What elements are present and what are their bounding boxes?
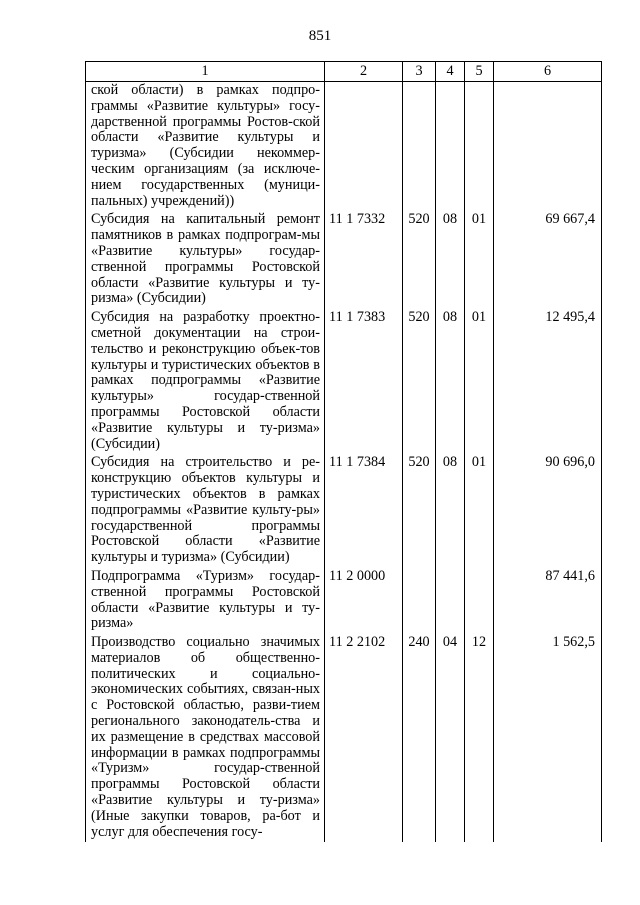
row-amount: 90 696,0 [494,454,602,568]
table-body [86,82,602,843]
row-name: Производство социально значимых материалов об общественно-политических и социально-экономических событиях, связан-ных с Ростовской областью, разви-тием регионального законодатель-ства и их размещение в средствах массовой информации в рамках подпрограммы «Туризм» государ-ственной программы Ростовской области «Развитие культуры и ту-ризма» (Иные закупки товаров, ра-бот и услуг для обеспечения госу- [86,634,325,842]
row-col-3 [403,82,436,212]
budget-table [85,61,602,842]
header-row [86,62,602,82]
row-amount: 1 562,5 [494,634,602,842]
header-col-5: 5 [465,62,494,82]
row-col-5: 01 [465,454,494,568]
row-amount: 69 667,4 [494,211,602,309]
header-col-3: 3 [403,62,436,82]
row-name: Субсидия на капитальный ремонт памятников в рамках подпрограм-мы «Развитие культуры» государ-ственной программы Ростовской области «Развитие культуры и ту-ризма» (Субсидии) [86,211,325,309]
header-col-1: 1 [86,62,325,82]
header-col-6: 6 [494,62,602,82]
row-amount [494,82,602,212]
row-code: 11 2 0000 [325,568,403,634]
row-col-5: 01 [465,309,494,454]
table-row [86,634,602,842]
header-col-4: 4 [436,62,465,82]
table-row [86,309,602,454]
row-amount: 87 441,6 [494,568,602,634]
table-row [86,211,602,309]
row-col-4: 04 [436,634,465,842]
table-row [86,454,602,568]
row-name: Субсидия на строительство и ре-конструкцию объектов культуры и туристических объектов в рамках подпрограммы «Развитие культу-ры» государственной программы Ростовской области «Развитие культуры и туризма» (Субсидии) [86,454,325,568]
row-col-4: 08 [436,309,465,454]
row-col-3: 240 [403,634,436,842]
row-col-4 [436,82,465,212]
row-col-4: 08 [436,454,465,568]
table-row [86,82,602,212]
row-col-5: 01 [465,211,494,309]
row-col-5 [465,82,494,212]
header-col-2: 2 [325,62,403,82]
row-col-4: 08 [436,211,465,309]
row-amount: 12 495,4 [494,309,602,454]
row-name: Субсидия на разработку проектно-сметной документации на строи-тельство и реконструкцию объек-тов культуры и туристических объектов в рамках подпрограммы «Развитие культуры» государ-ственной программы Ростовской области «Развитие культуры и ту-ризма» (Субсидии) [86,309,325,454]
row-col-3: 520 [403,211,436,309]
row-code [325,82,403,212]
row-name: Подпрограмма «Туризм» государ-ственной программы Ростовской области «Развитие культуры и ту-ризма» [86,568,325,634]
page-number: 851 [308,28,332,44]
row-col-3: 520 [403,309,436,454]
row-col-5 [465,568,494,634]
table-header [86,62,602,82]
row-code: 11 1 7332 [325,211,403,309]
row-col-3 [403,568,436,634]
row-code: 11 1 7384 [325,454,403,568]
row-col-5: 12 [465,634,494,842]
row-code: 11 1 7383 [325,309,403,454]
row-name: ской области) в рамках подпро-граммы «Развитие культуры» госу-дарственной программы Ростов-ской области «Развитие культуры и туризма» (Субсидии некоммер-ческим организациям (за исключе-нием государственных (муници-пальных) учреждений)) [86,82,325,212]
row-code: 11 2 2102 [325,634,403,842]
row-col-3: 520 [403,454,436,568]
table-row [86,568,602,634]
row-col-4 [436,568,465,634]
